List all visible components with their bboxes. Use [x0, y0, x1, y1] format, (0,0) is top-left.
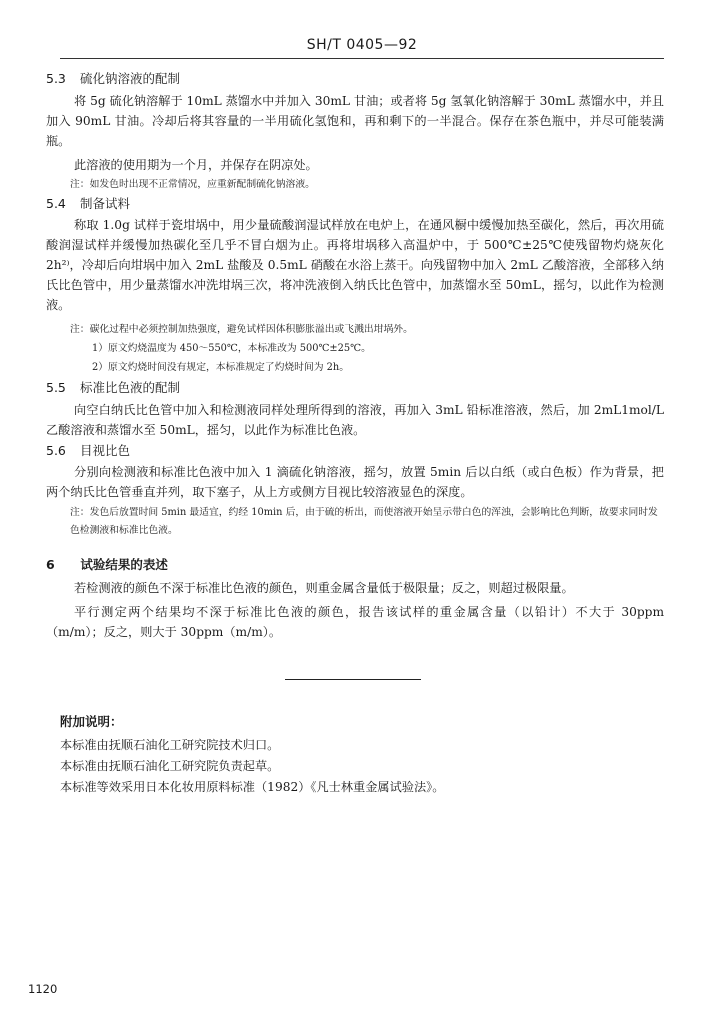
- section-5-5-paragraph: [46, 400, 664, 440]
- section-5-6-paragraph: [46, 462, 664, 502]
- section-5-6-heading: [46, 443, 130, 459]
- section-5-6-note: 注：发色后放置时间 5min 最适宜，约经 10min 后，由于硫的析出，而使溶液开始呈示带白色的浑浊，会影响比色判断，故要求同时发色检测液和标准比色液。: [70, 507, 658, 536]
- section-5-4-heading: [46, 196, 130, 212]
- section-6-paragraph: [46, 578, 664, 598]
- section-5-4-paragraph: [46, 215, 664, 315]
- section-5-3-heading: [46, 71, 180, 87]
- paragraph-text: 将 5g 硫化钠溶解于 10mL 蒸馏水中并加入 30mL 甘油；或者将 5g 氢氧化钠溶解于 30mL 蒸馏水中，并且加入 90mL 甘油。冷却后将其容量的一半用硫化氢饱和，再和剩下的一半混合。保存在茶色瓶中，并尽可能装满瓶。: [46, 94, 664, 148]
- section-5-5-heading: [46, 380, 180, 396]
- section-title: 制备试料: [79, 196, 130, 211]
- section-number: 5.4: [46, 196, 66, 211]
- page-number: 1120: [28, 982, 58, 996]
- document-code-header: SH/T 0405—92: [306, 37, 418, 53]
- paragraph-text: 称取 1.0g 试样于瓷坩埚中，用少量硫酸润湿试样放在电炉上，在通风橱中缓慢加热至碳化，然后，再次用硫酸润湿试样并缓慢加热碳化至几乎不冒白烟为止。再将坩埚移入高温炉中，于 500℃±25℃使残留物灼烧灰化 2h²⁾，冷却后向坩埚中加入 2mL 盐酸及 0.5mL 硝酸在水浴上蒸干。向残留物中加入 2mL 乙酸溶液，全部移入纳氏比色管中，用少量蒸馏水冲洗坩埚三次，将冲洗液倒入纳氏比色管中，加蒸馏水至 50mL，摇匀，以此作为检测液。: [46, 218, 664, 312]
- paragraph-text: 若检测液的颜色不深于标准比色液的颜色，则重金属含量低于极限量；反之，则超过极限量。: [74, 581, 574, 595]
- supplement-title: 附加说明：: [60, 714, 123, 729]
- section-title: 目视比色: [79, 443, 130, 458]
- section-number: 5.3: [46, 71, 66, 86]
- section-number: 6: [46, 557, 55, 572]
- footnote-1: 1）原文灼烧温度为 450～550℃，本标准改为 500℃±25℃。: [92, 343, 371, 354]
- supplement-line: 本标准由抚顺石油化工研究院技术归口。: [60, 738, 280, 752]
- section-5-4-note: 注：碳化过程中必须控制加热强度，避免试样因体积膨胀溢出或飞溅出坩埚外。: [70, 324, 413, 335]
- paragraph-text: 此溶液的使用期为一个月，并保存在阴凉处。: [74, 158, 318, 172]
- paragraph-text: 平行测定两个结果均不深于标准比色液的颜色，报告该试样的重金属含量（以铅计）不大于 30ppm（m/m）；反之，则大于 30ppm（m/m）。: [46, 605, 664, 639]
- section-number: 5.5: [46, 380, 66, 395]
- section-number: 5.6: [46, 443, 66, 458]
- section-title: 硫化钠溶液的配制: [79, 71, 180, 86]
- section-5-3-note: 注：如发色时出现不正常情况，应重新配制硫化钠溶液。: [70, 179, 315, 190]
- paragraph-text: 向空白纳氏比色管中加入和检测液同样处理所得到的溶液，再加入 3mL 铅标准溶液，然后，加 2mL1mol/L 乙酸溶液和蒸馏水至 50mL，摇匀，以此作为标准比色液。: [46, 403, 664, 437]
- footnote-2: 2）原文灼烧时间没有规定，本标准规定了灼烧时间为 2h。: [92, 362, 350, 373]
- header-divider: [60, 58, 664, 59]
- section-title: 标准比色液的配制: [79, 380, 180, 395]
- paragraph-text: 分别向检测液和标准比色液中加入 1 滴硫化钠溶液，摇匀，放置 5min 后以白纸（或白色板）作为背景，把两个纳氏比色管垂直并列，取下塞子，从上方或侧方目视比较溶液显色的深度。: [46, 465, 664, 499]
- end-of-text-rule: [285, 679, 421, 680]
- section-5-3-paragraph-2: [46, 155, 664, 175]
- section-title: 试验结果的表述: [80, 557, 168, 572]
- section-6-paragraph-2: [46, 602, 664, 642]
- section-6-heading: [46, 557, 168, 573]
- supplement-line: 本标准等效采用日本化妆用原料标准（1982）《凡士林重金属试验法》。: [60, 780, 445, 794]
- section-5-3-paragraph: [46, 91, 664, 151]
- supplement-line: 本标准由抚顺石油化工研究院负责起草。: [60, 759, 280, 773]
